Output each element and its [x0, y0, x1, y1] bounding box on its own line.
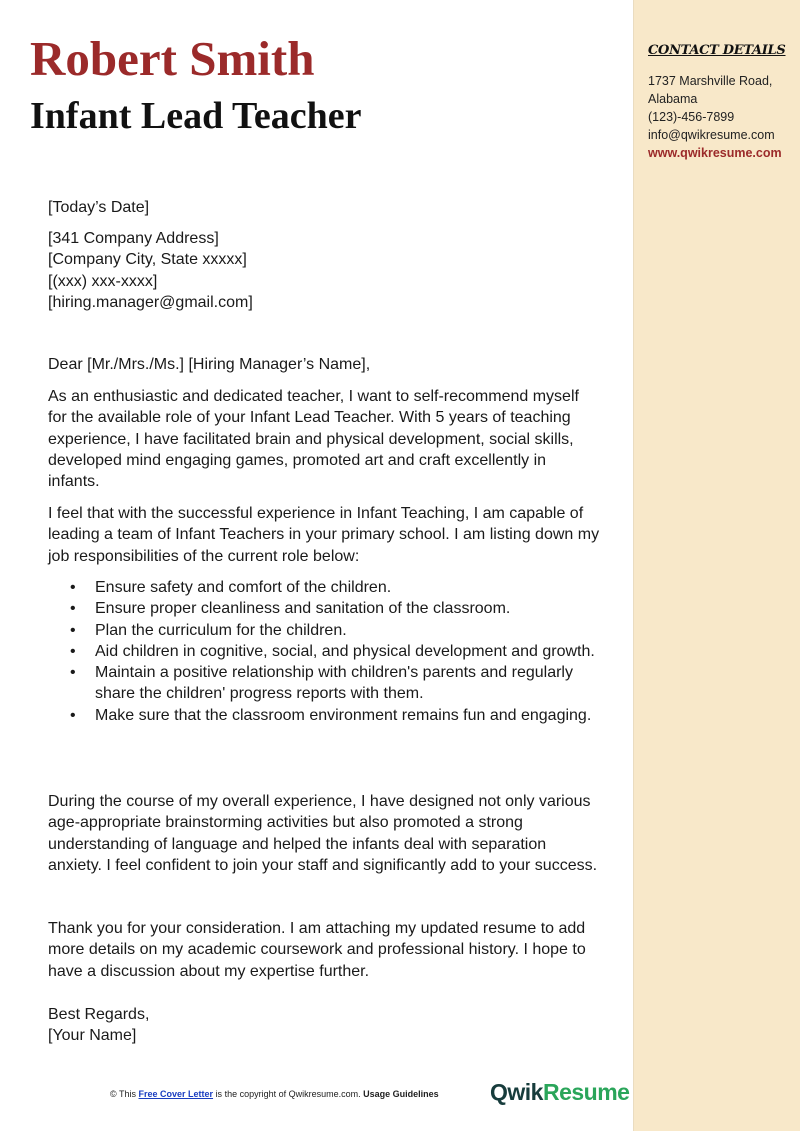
recipient-line: [(xxx) xxx-xxxx] — [48, 272, 158, 290]
list-item: • Plan the curriculum for the children. — [48, 620, 600, 641]
list-item: • Maintain a positive relationship with children's parents and regularly share the children' progress reports with them. — [48, 662, 600, 705]
closing: Best Regards, — [48, 1006, 150, 1023]
recipient-block — [48, 228, 600, 313]
list-item: • Ensure proper cleanliness and sanitation of the classroom. — [48, 598, 600, 619]
list-item: • Ensure safety and comfort of the children. — [48, 577, 600, 598]
responsibilities-list — [48, 577, 600, 726]
contact-website[interactable]: www.qwikresume.com — [648, 146, 782, 160]
logo-part: Resume — [542, 1079, 630, 1105]
contact-heading: CONTACT DETAILS — [648, 43, 786, 58]
applicant-name: Robert Smith — [30, 31, 315, 86]
signature: [Your Name] — [48, 1027, 137, 1045]
usage-guidelines-link[interactable]: Usage Guidelines — [363, 1089, 439, 1099]
paragraph-4: Thank you for your consideration. I am attaching my updated resume to add more details on my academic coursework and professional history. I hope to have a discussion about my expertise further. — [48, 920, 586, 980]
contact-phone: (123)-456-7899 — [648, 110, 735, 124]
footer-text: is the copyright of Qwikresume.com. — [215, 1089, 361, 1099]
paragraph-3: During the course of my overall experience, I have designed not only various age-appropriate brainstorming activities but also promoted a strong understanding of language and helped the infants deal with separation anxiety. I feel confident to join your staff and significantly add to your success. — [48, 793, 598, 874]
contact-sidebar — [633, 0, 800, 1131]
free-cover-letter-link[interactable]: Free Cover Letter — [138, 1089, 214, 1099]
date: [Today’s Date] — [48, 199, 150, 216]
closing-block — [48, 1004, 600, 1047]
contact-address-line1: 1737 Marshville Road, — [648, 74, 773, 88]
footer-copyright — [110, 1089, 439, 1099]
recipient-line: [Company City, State xxxxx] — [48, 251, 247, 269]
copyright-icon: © — [110, 1089, 117, 1099]
paragraph-1: As an enthusiastic and dedicated teacher, I want to self-recommend myself for the available role of your Infant Lead Teacher. With 5 years of teaching experience, I have facilitated brain and physical development, social skills, developed mind engaging games, promoted art and craft excellently in infants. — [48, 388, 579, 491]
salutation: Dear [Mr./Mrs./Ms.] [Hiring Manager’s Name], — [48, 356, 371, 373]
list-item: • Aid children in cognitive, social, and physical development and growth. — [48, 641, 600, 662]
qwikresume-logo — [490, 1079, 629, 1106]
recipient-line: [341 Company Address] — [48, 230, 219, 247]
recipient-line: [hiring.manager@gmail.com] — [48, 293, 253, 311]
footer-text: This — [118, 1089, 136, 1099]
contact-email[interactable]: info@qwikresume.com — [648, 128, 775, 142]
contact-address-line2: Alabama — [648, 92, 698, 106]
paragraph-2: I feel that with the successful experience in Infant Teaching, I am capable of leading a team of Infant Teachers in your primary school. I am listing down my job responsibilities of the current role below: — [48, 505, 600, 565]
job-title: Infant Lead Teacher — [30, 95, 362, 137]
list-item: • Make sure that the classroom environment remains fun and engaging. — [48, 705, 600, 726]
logo-part: Qwik — [490, 1079, 543, 1105]
